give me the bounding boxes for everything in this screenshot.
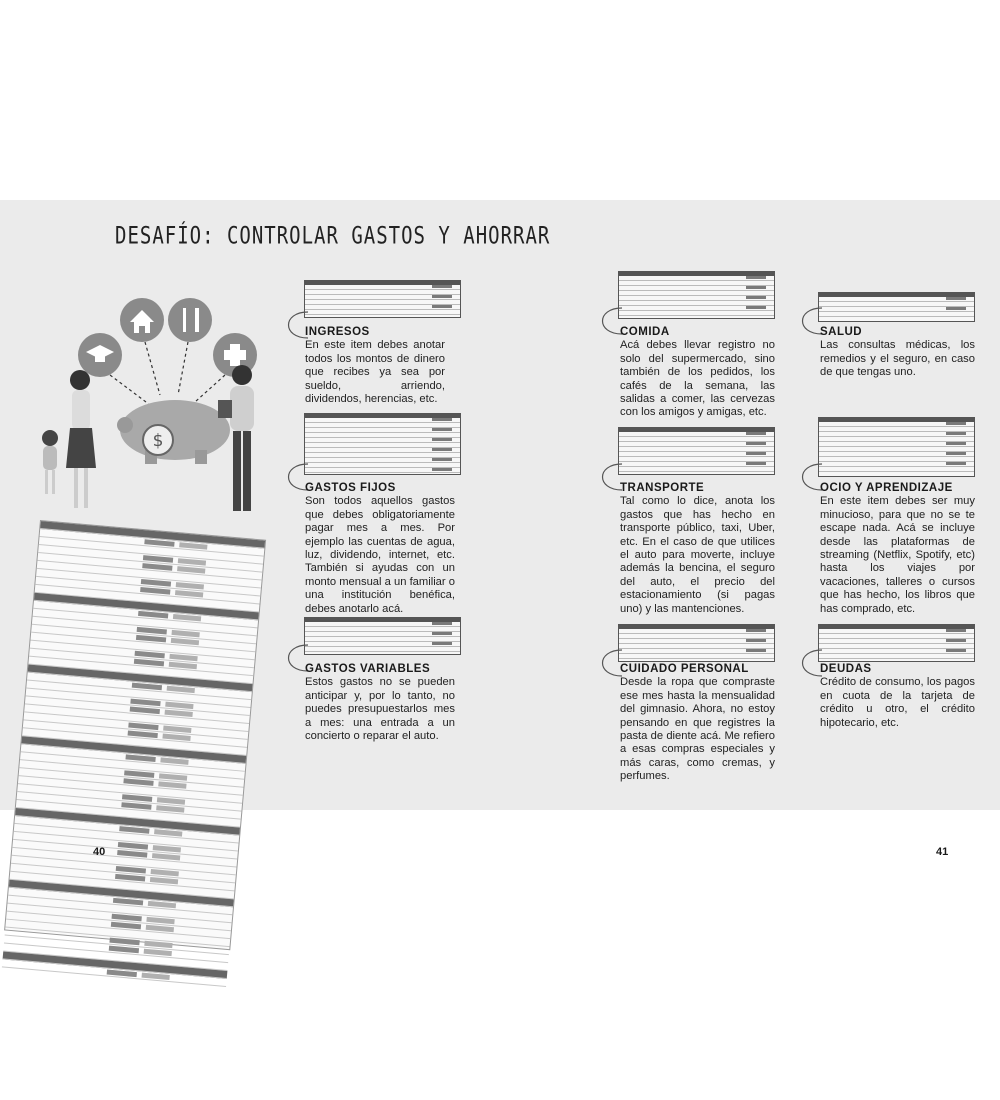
section-text: Crédito de consumo, los pagos en cuota de la tarjeta de crédito u otro, el crédito hipotecario, etc. — [820, 676, 975, 729]
cuidado-personal-table-thumbnail — [618, 624, 775, 662]
section-text: Acá debes llevar registro no solo del supermercado, sino también de los pedidos, los cafés de la semana, las salidas a comer, las cervezas con los amigos y amigas, etc. — [620, 339, 775, 419]
thumbnail-cell — [432, 622, 452, 625]
thumbnail-cell — [432, 468, 452, 471]
thumbnail-cell — [946, 297, 966, 300]
thumbnail-cell — [946, 649, 966, 652]
spreadsheet-cell — [144, 949, 172, 956]
section-title: GASTOS FIJOS — [305, 482, 396, 494]
thumbnail-cell — [746, 442, 766, 445]
thumbnail-row — [619, 654, 774, 659]
spreadsheet-cell — [167, 686, 195, 693]
spreadsheet-cell — [178, 558, 206, 565]
thumbnail-row — [305, 310, 460, 315]
spreadsheet-cell — [158, 781, 186, 788]
ocio-table-thumbnail — [818, 417, 975, 477]
thumbnail-row — [819, 467, 974, 472]
thumbnail-cell — [946, 432, 966, 435]
section-title: OCIO Y APRENDIZAJE — [820, 482, 953, 494]
piggy-bank-icon — [117, 400, 230, 464]
thumbnail-row — [819, 654, 974, 659]
section-text: Desde la ropa que compraste ese mes hasta la mensualidad del gimnasio. Ahora, no estoy pensando en que registres la pasta de diente acá. Me refiero a esas compras especiales y más caras, como cremas, y perfumes. — [620, 676, 775, 783]
section-title: CUIDADO PERSONAL — [620, 663, 749, 675]
page-number-right: 41 — [936, 846, 949, 858]
thumbnail-cell — [746, 296, 766, 299]
thumbnail-cell — [432, 632, 452, 635]
thumbnail-cell — [946, 422, 966, 425]
thumbnail-cell — [746, 452, 766, 455]
section-title: COMIDA — [620, 326, 670, 338]
thumbnail-row — [619, 311, 774, 316]
section-text: En este item debes anotar todos los montos de dinero que recibes ya sea por sueldo, arriendo, dividendos, herencias, etc. — [305, 339, 445, 406]
spreadsheet-cell — [154, 829, 182, 836]
spreadsheet-cell — [171, 630, 199, 637]
thumbnail-cell — [946, 452, 966, 455]
thumbnail-cell — [432, 295, 452, 298]
graduation-cap-icon — [78, 333, 122, 377]
section-title: INGRESOS — [305, 326, 370, 338]
section-title: DEUDAS — [820, 663, 872, 675]
thumbnail-cell — [946, 442, 966, 445]
thumbnail-cell — [946, 307, 966, 310]
spreadsheet-cell — [175, 590, 203, 597]
spreadsheet-cell — [150, 877, 178, 884]
thumbnail-cell — [746, 286, 766, 289]
thumbnail-cell — [946, 629, 966, 632]
spreadsheet-cell — [165, 702, 193, 709]
spreadsheet-cell — [173, 614, 201, 621]
section-gastos-variables — [305, 663, 455, 743]
thumbnail-row — [819, 312, 974, 317]
salud-table-thumbnail — [818, 292, 975, 322]
spreadsheet-cell — [107, 970, 137, 978]
thumbnail-cell — [746, 639, 766, 642]
section-text: Estos gastos no se pueden anticipar y, por lo tanto, no puedes presupuestarlos mes a mes: una entrada a un concierto o reparar el auto. — [305, 676, 455, 743]
section-text: Son todos aquellos gastos que debes obligatoriamente pagar mes a mes. Por ejemplo las cuentas de agua, luz, dividendo, internet, etc. También si ayudas con un monto mensual a un familiar o una institución benéfica, debes anotarlo acá. — [305, 495, 455, 615]
section-ocio-aprendizaje — [820, 482, 975, 616]
spreadsheet-cell — [148, 901, 176, 908]
thumbnail-row — [305, 647, 460, 652]
family-piggy-bank-illustration — [30, 290, 280, 520]
thumbnail-cell — [432, 428, 452, 431]
thumbnail-cell — [432, 285, 452, 288]
fork-knife-icon — [168, 298, 212, 342]
transporte-table-thumbnail — [618, 427, 775, 475]
spreadsheet-cell — [159, 773, 187, 780]
spreadsheet-cell — [146, 925, 174, 932]
thumbnail-cell — [432, 438, 452, 441]
spreadsheet-cell — [156, 805, 184, 812]
dollar-coin-icon — [143, 425, 173, 455]
section-salud — [820, 326, 975, 380]
spreadsheet-cell — [157, 797, 185, 804]
section-text: En este item debes ser muy minucioso, para que no se te escape nada. Acá se incluye desde las plataformas de streaming (Netflix, Spotify, etc) hasta los viajes por vacaciones, talleres o cursos que has hecho, los libros que has comprado, etc. — [820, 495, 975, 615]
section-ingresos — [305, 326, 445, 406]
thumbnail-cell — [432, 305, 452, 308]
section-cuidado-personal — [620, 663, 775, 784]
thumbnail-cell — [746, 432, 766, 435]
thumbnail-cell — [432, 642, 452, 645]
section-comida — [620, 326, 775, 420]
child-figure — [42, 430, 58, 494]
comida-table-thumbnail — [618, 271, 775, 319]
spreadsheet-cell — [177, 566, 205, 573]
house-icon — [120, 298, 164, 342]
thumbnail-cell — [746, 462, 766, 465]
spreadsheet-cell — [162, 734, 190, 741]
thumbnail-cell — [946, 639, 966, 642]
section-transporte — [620, 482, 775, 616]
spreadsheet-cell — [144, 941, 172, 948]
thumbnail-cell — [746, 629, 766, 632]
spreadsheet-cell — [146, 917, 174, 924]
thumbnail-cell — [746, 306, 766, 309]
section-title: GASTOS VARIABLES — [305, 663, 431, 675]
spreadsheet-cell — [163, 726, 191, 733]
budget-spreadsheet-image — [4, 520, 266, 950]
page-number-left: 40 — [93, 846, 106, 858]
spreadsheet-cell — [179, 542, 207, 549]
ingresos-table-thumbnail — [304, 280, 461, 318]
woman-figure — [66, 370, 96, 508]
spreadsheet-cell — [142, 973, 170, 980]
section-text: Las consultas médicas, los remedios y el seguro, en caso de que tengas uno. — [820, 339, 975, 379]
thumbnail-cell — [746, 276, 766, 279]
spreadsheet-cell — [153, 845, 181, 852]
section-deudas — [820, 663, 975, 730]
spreadsheet-cell — [151, 869, 179, 876]
thumbnail-cell — [746, 649, 766, 652]
spreadsheet-cell — [171, 638, 199, 645]
gastos-variables-table-thumbnail — [304, 617, 461, 655]
section-title: TRANSPORTE — [620, 482, 705, 494]
thumbnail-row — [619, 467, 774, 472]
spreadsheet-cell — [165, 710, 193, 717]
thumbnail-cell — [432, 458, 452, 461]
section-text: Tal como lo dice, anota los gastos que has hecho en transporte público, taxi, Uber, etc. En el caso de que utilices el auto para moverte, incluye además la bencina, el seguro del auto, el precio del estacionamiento (si pagas uno) y las mantenciones. — [620, 495, 775, 615]
thumbnail-cell — [946, 462, 966, 465]
spreadsheet-cell — [169, 662, 197, 669]
page-title: DESAFÍO: CONTROLAR GASTOS Y AHORRAR — [115, 222, 551, 250]
spreadsheet-cell — [152, 853, 180, 860]
thumbnail-cell — [432, 448, 452, 451]
gastos-fijos-table-thumbnail — [304, 413, 461, 475]
spreadsheet-cell — [169, 654, 197, 661]
thumbnail-cell — [432, 418, 452, 421]
spreadsheet-cell — [176, 582, 204, 589]
section-title: SALUD — [820, 326, 863, 338]
thumbnail-row — [305, 468, 460, 473]
deudas-table-thumbnail — [818, 624, 975, 662]
svg-text:$: $ — [152, 431, 164, 451]
section-gastos-fijos — [305, 482, 455, 616]
spreadsheet-cell — [160, 757, 188, 764]
